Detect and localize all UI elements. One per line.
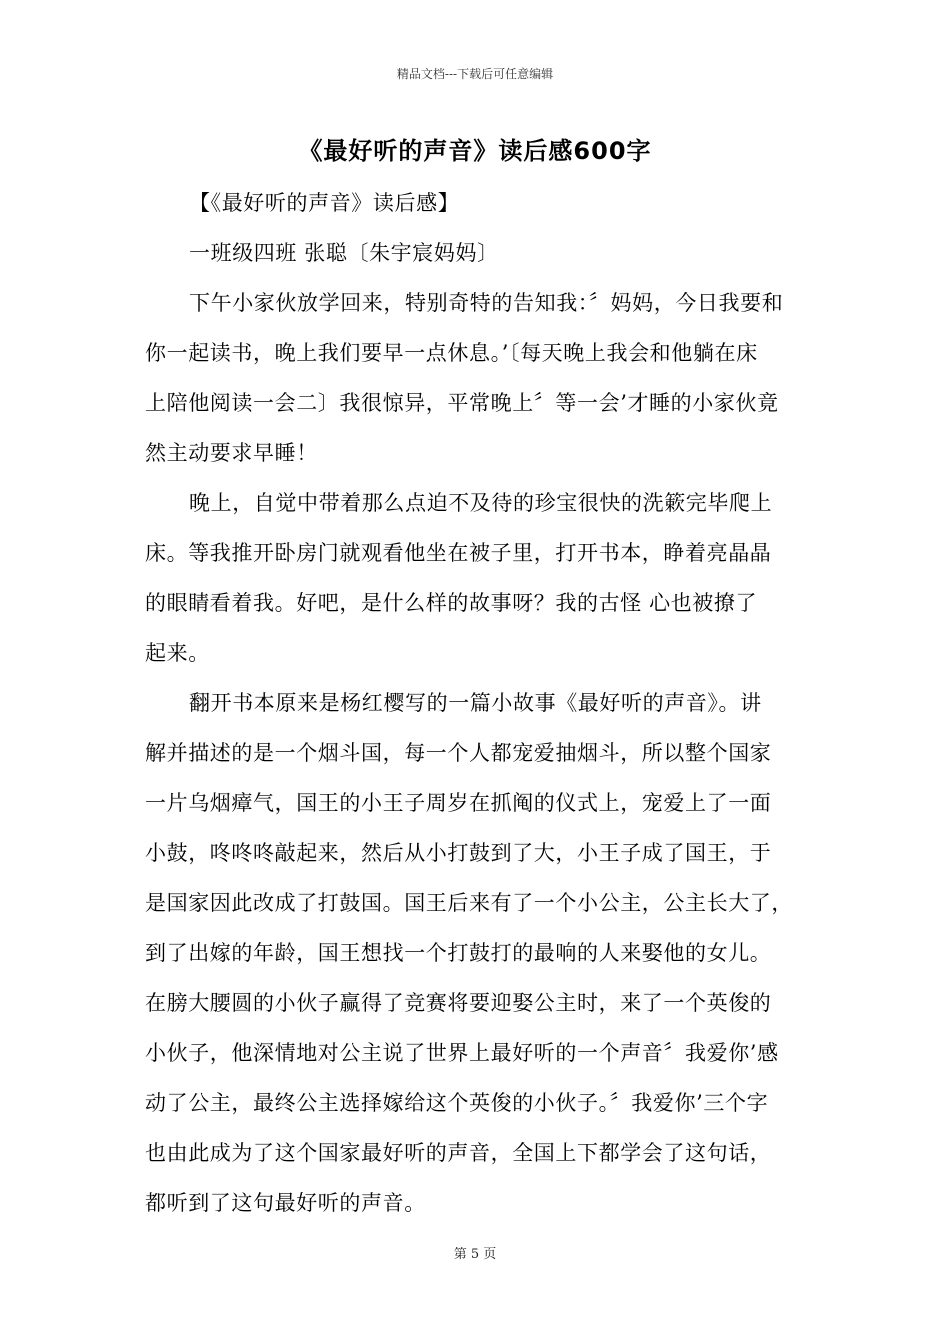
paragraph-line: 也由此成为了这个国家最好听的声音，全国上下都学会了这句话， [145, 1141, 772, 1165]
paragraph-line: 都听到了这句最好听的声音。 [145, 1191, 426, 1215]
paragraph-line: 一片乌烟瘴气，国王的小王子周岁在抓阄的仪式上，宠爱上了一面 [145, 791, 772, 815]
paragraph-line: 翻开书本原来是杨红樱写的一篇小故事《最好听的声音》。讲 [189, 691, 762, 715]
paragraph-line: 晚上，自觉中带着那么点迫不及待的珍宝很快的洗簌完毕爬上 [189, 491, 773, 515]
subtitle-line: 【《最好听的声音》读后感】 [189, 191, 460, 215]
document-title: 《最好听的声音》读后感600字 [298, 137, 652, 165]
paragraph-line: 下午小家伙放学回来，特别奇特的告知我：〞妈妈，今日我要和 [189, 291, 784, 315]
paragraph-line: 起来。 [145, 641, 210, 665]
document-body [145, 178, 825, 1228]
paragraph-line: 到了出嫁的年龄，国王想找一个打鼓打的最响的人来娶他的女儿。 [145, 941, 772, 965]
paragraph-line: 上陪他阅读一会二〕我很惊异，平常晚上〞等一会’才睡的小家伙竟 [145, 391, 779, 415]
paragraph-line: 动了公主，最终公主选择嫁给这个英俊的小伙子。〞我爱你’三个字 [145, 1091, 769, 1115]
author-line: 一班级四班 张聪〔朱宇宸妈妈〕 [189, 241, 499, 265]
paragraph-line: 解并描述的是一个烟斗国，每一个人都宠爱抽烟斗，所以整个国家 [145, 741, 772, 765]
paragraph-line: 的眼睛看着我。好吧，是什么样的故事呀？我的古怪 心也被撩了 [145, 591, 758, 615]
paragraph-line: 然主动要求早睡！ [145, 441, 318, 465]
paragraph-line: 你一起读书，晚上我们要早一点休息。’〔每天晚上我会和他躺在床 [145, 341, 758, 365]
page-header: 精品文档---下载后可任意编辑 [396, 67, 554, 81]
paragraph-line: 在膀大腰圆的小伙子赢得了竞赛将要迎娶公主时，来了一个英俊的 [145, 991, 772, 1015]
page-number: 第 5 页 [453, 1247, 497, 1262]
paragraph-line: 是国家因此改成了打鼓国。国王后来有了一个小公主，公主长大了， [145, 891, 793, 915]
paragraph-line: 小伙子，他深情地对公主说了世界上最好听的一个声音〞我爱你’感 [145, 1041, 779, 1065]
paragraph-line: 床。等我推开卧房门就观看他坐在被子里，打开书本，睁着亮晶晶 [145, 541, 772, 565]
paragraph-line: 小鼓，咚咚咚敲起来，然后从小打鼓到了大，小王子成了国王，于 [145, 841, 772, 865]
